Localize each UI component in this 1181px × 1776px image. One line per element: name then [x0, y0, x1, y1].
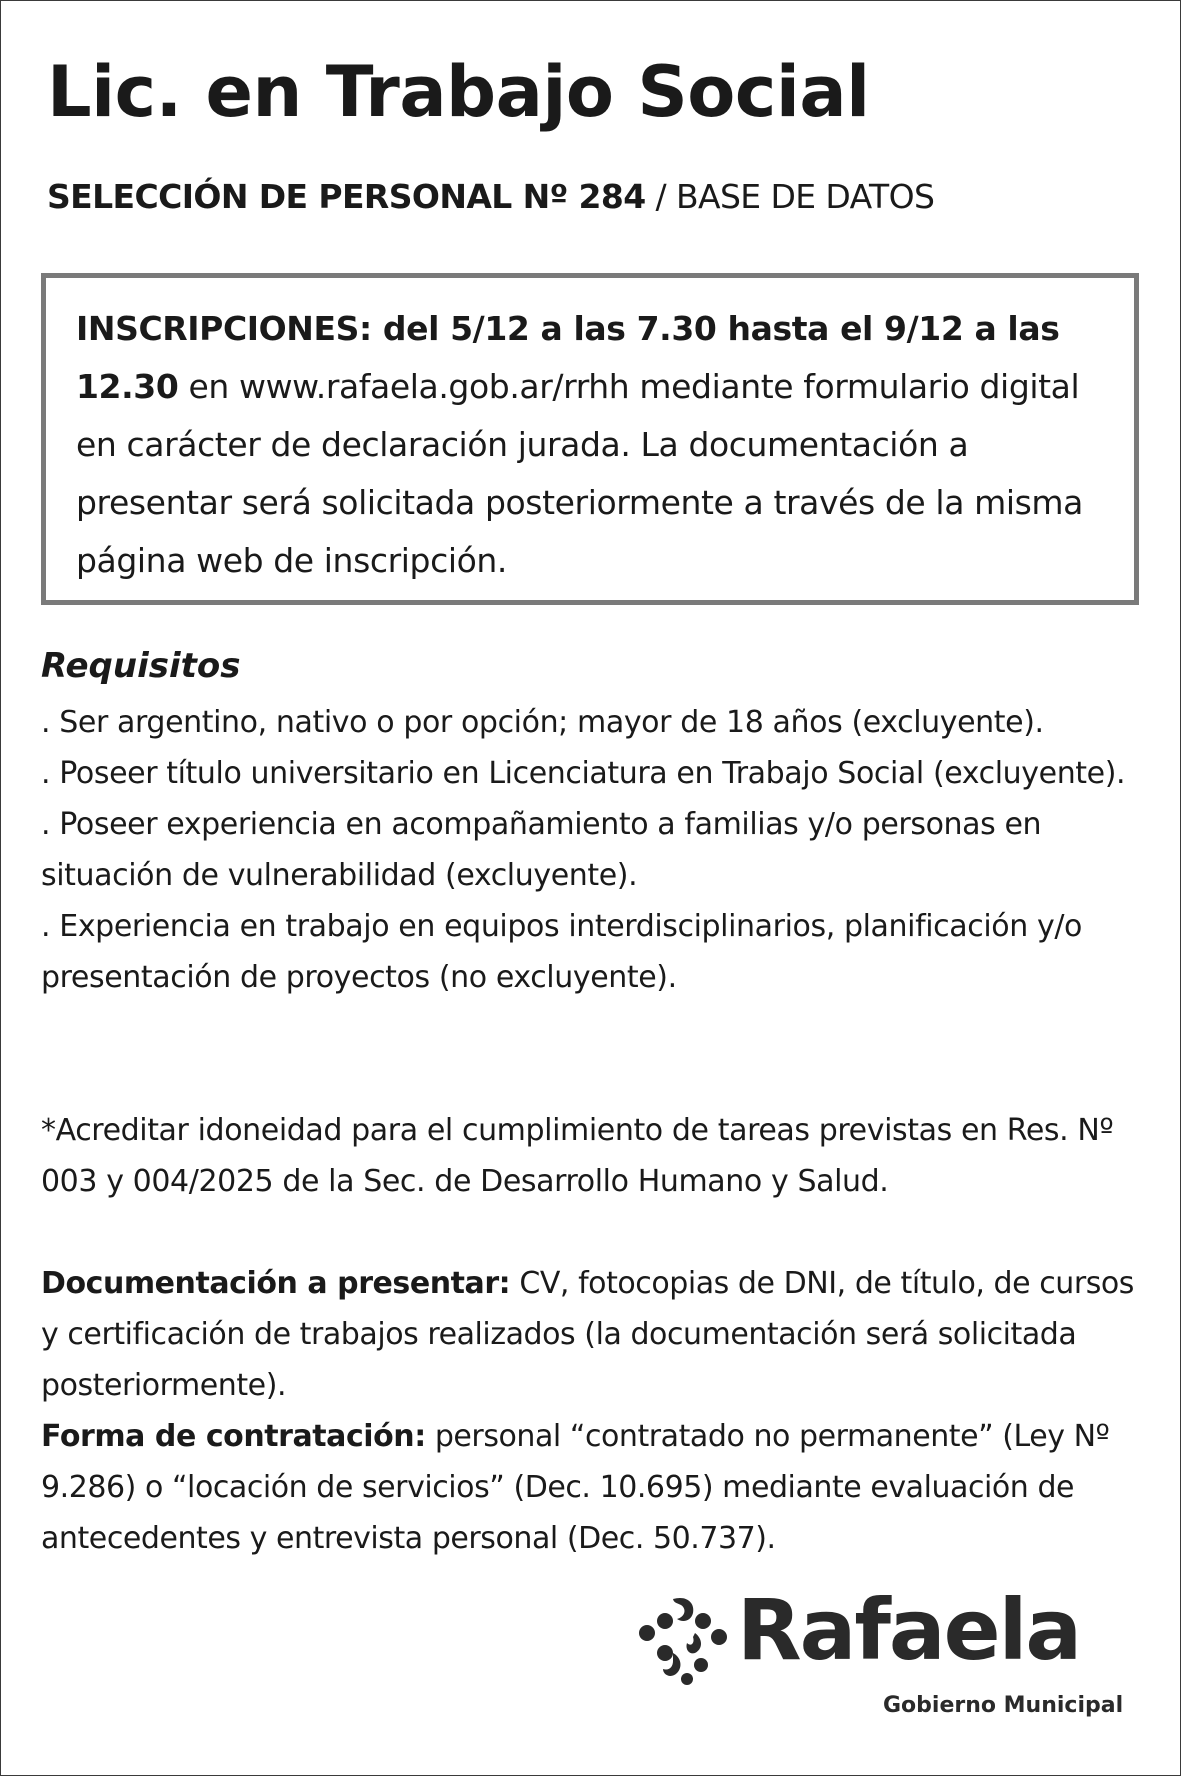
documentation-label: Documentación a presentar: [41, 1266, 511, 1301]
selection-number: SELECCIÓN DE PERSONAL Nº 284 [47, 177, 646, 216]
logo-subtitle: Gobierno Municipal [883, 1693, 1124, 1718]
selection-subtitle [47, 177, 934, 216]
documentation-paragraph [41, 1258, 1156, 1411]
requirement-item: . Ser argentino, nativo o por opción; mayor de 18 años (excluyente). [41, 705, 1044, 740]
contract-label: Forma de contratación: [41, 1419, 426, 1454]
inscriptions-dates: INSCRIPCIONES: del 5/12 a las 7.30 hasta el 9/12 a las 12.30 [76, 309, 1060, 406]
rafaela-logo-mark-icon [637, 1593, 729, 1685]
requirements-list [41, 697, 1151, 1003]
contract-text: personal “contratado no permanente” (Ley Nº 9.286) o “locación de servicios” (Dec. 10.695) mediante evaluación de antecedentes y entrevista personal (Dec. 50.737). [41, 1419, 1110, 1556]
requirement-item: . Poseer experiencia en acompañamiento a familias y/o personas en situación de vulnerabilidad (excluyente). [41, 807, 1042, 893]
contract-paragraph [41, 1411, 1156, 1564]
documentation-section [41, 1258, 1156, 1564]
inscriptions-body: en www.rafaela.gob.ar/rrhh mediante formulario digital en carácter de declaración jurada. La documentación a presentar será solicitada posteriormente a través de la misma página web de inscripción. [76, 367, 1083, 580]
inscriptions-box [41, 273, 1139, 605]
requirement-item: . Experiencia en trabajo en equipos interdisciplinarios, planificación y/o presentación de proyectos (no excluyente). [41, 909, 1083, 995]
rafaela-logo [637, 1581, 1124, 1743]
subtitle-database: BASE DE DATOS [675, 177, 935, 216]
documentation-text: CV, fotocopias de DNI, de título, de cursos y certificación de trabajos realizados (la documentación será solicitada posteriormente). [41, 1266, 1134, 1403]
inscriptions-text [76, 300, 1104, 590]
requirement-item: . Poseer título universitario en Licenciatura en Trabajo Social (excluyente). [41, 756, 1126, 791]
subtitle-separator: / [645, 177, 676, 216]
requirements-heading: Requisitos [41, 646, 241, 686]
logo-wordmark: Rafaela [737, 1581, 1081, 1679]
accreditation-note: *Acreditar idoneidad para el cumplimiento de tareas previstas en Res. Nº 003 y 004/2025 de la Sec. de Desarrollo Humano y Salud. [41, 1113, 1114, 1199]
page-title: Lic. en Trabajo Social [47, 51, 870, 133]
